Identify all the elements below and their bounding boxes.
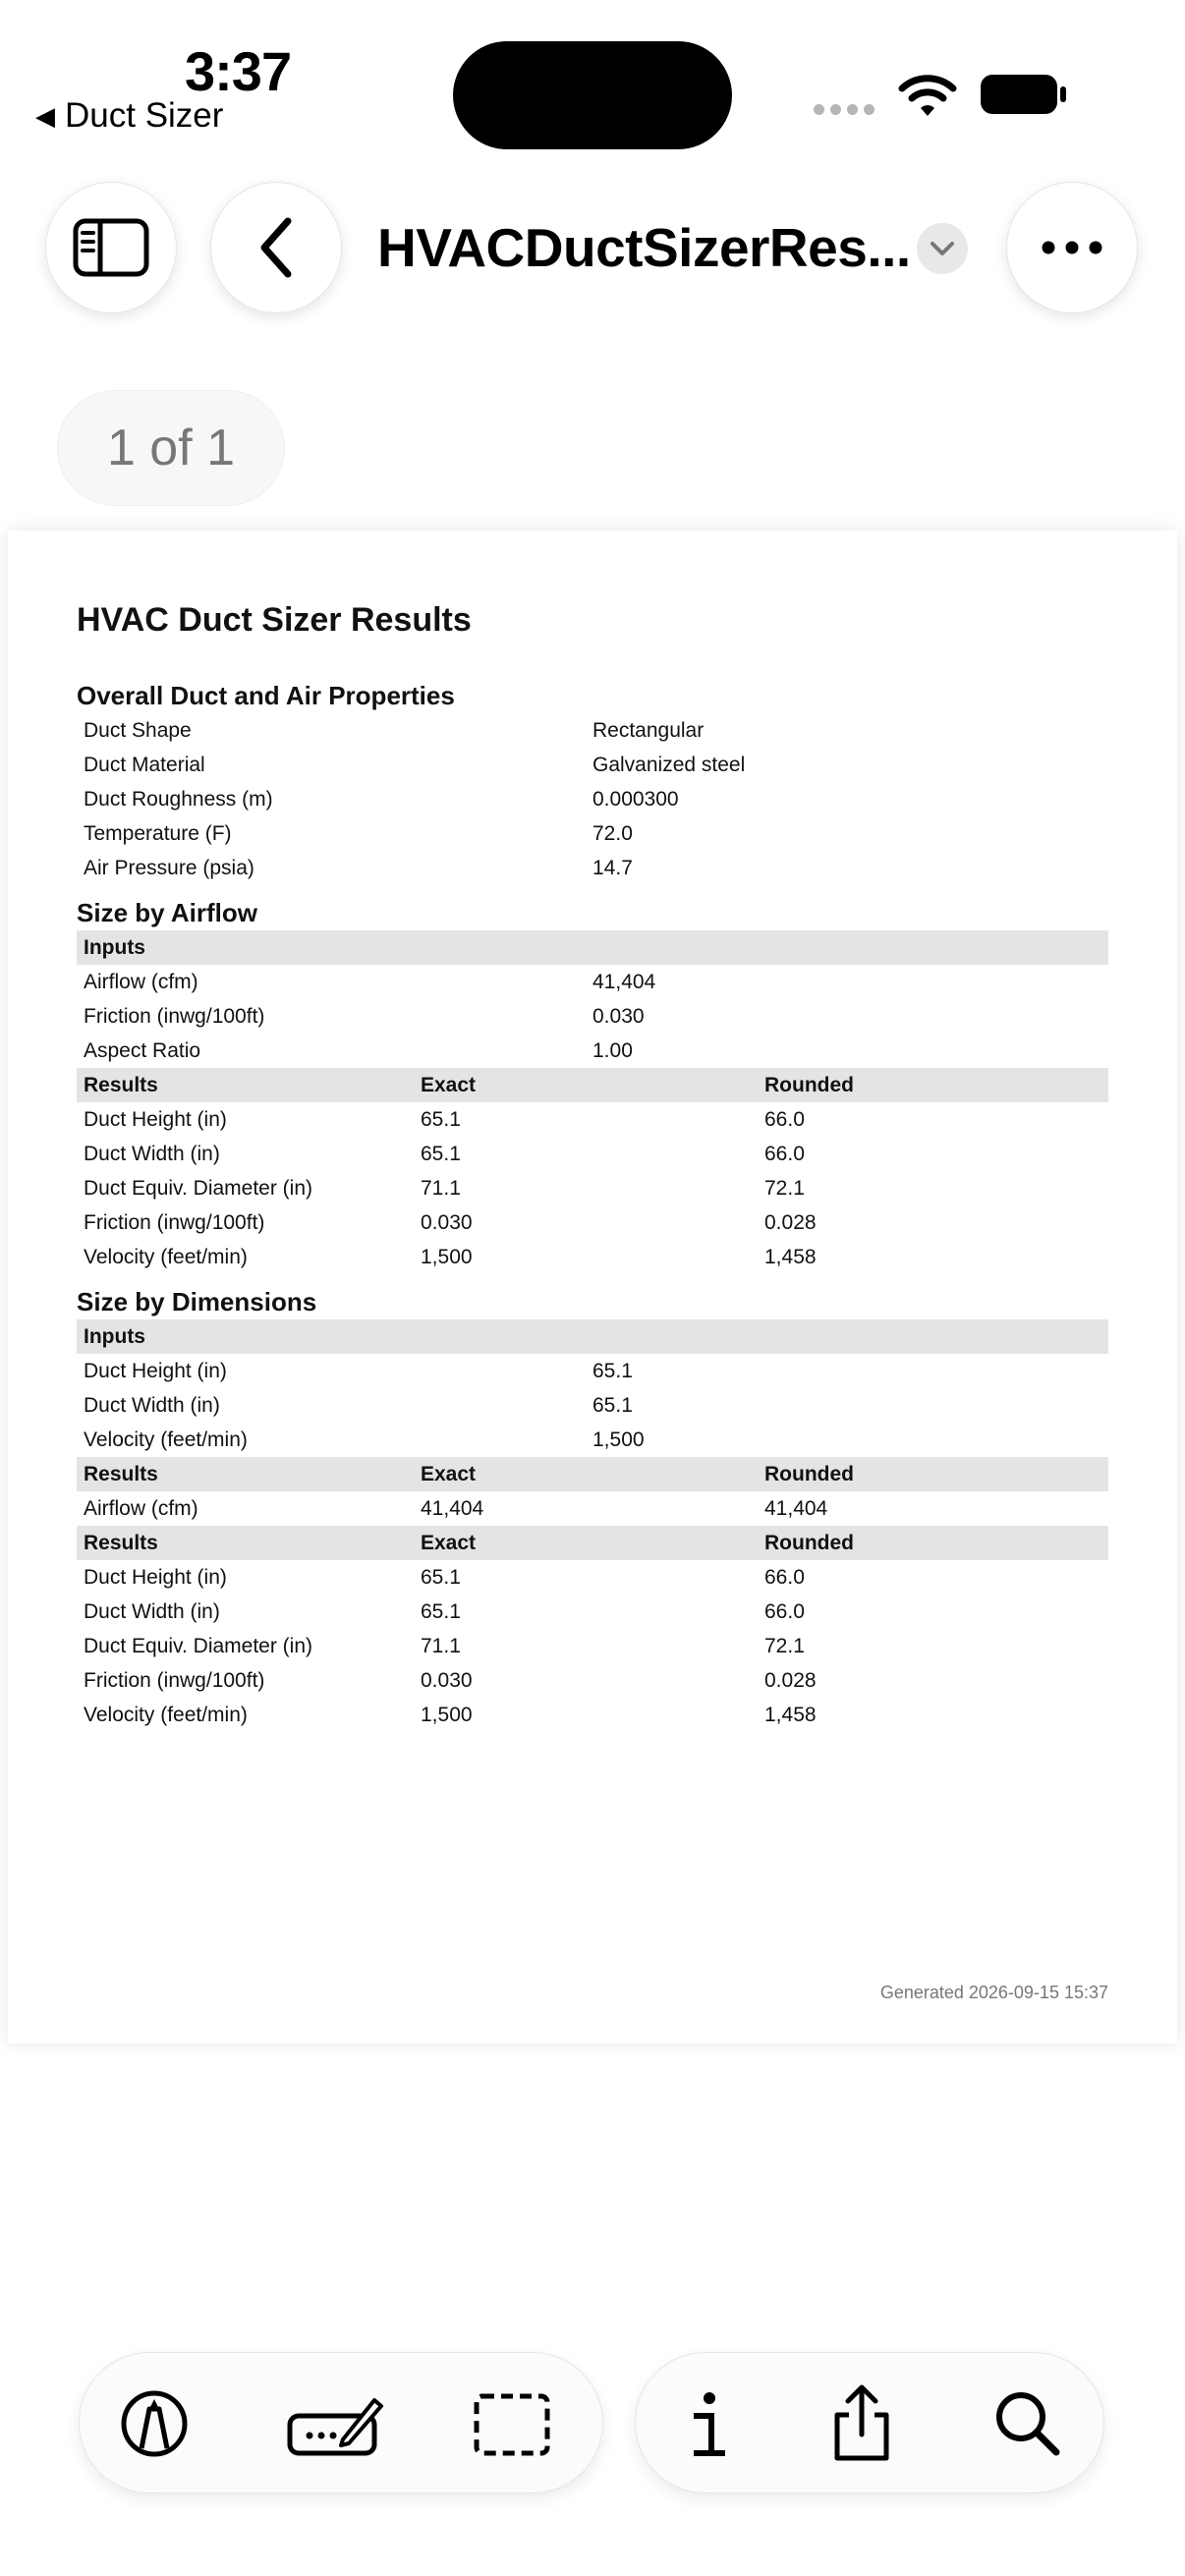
row-rounded: 1,458 (764, 1704, 817, 1726)
section-title: Size by Dimensions (77, 1287, 317, 1316)
table-header-row (77, 1526, 1108, 1560)
chevron-down-icon (930, 241, 955, 256)
row-value: 1,500 (592, 1428, 645, 1451)
row-label: Duct Height (in) (84, 1360, 227, 1382)
row-rounded: 66.0 (764, 1108, 805, 1131)
row-value: Galvanized steel (592, 754, 746, 776)
row-rounded: 41,404 (764, 1497, 828, 1520)
table-row (77, 782, 1108, 816)
table-row (77, 999, 1108, 1034)
row-rounded: 66.0 (764, 1143, 805, 1165)
row-value: 14.7 (592, 857, 633, 879)
table-row (77, 816, 1108, 851)
row-label: Friction (inwg/100ft) (84, 1211, 265, 1234)
header-col-rounded: Rounded (764, 1074, 854, 1096)
battery-icon (981, 73, 1067, 116)
row-rounded: 0.028 (764, 1669, 817, 1692)
header-col-rounded: Rounded (764, 1532, 854, 1554)
markup-toolbar (79, 2352, 603, 2493)
row-label: Duct Height (in) (84, 1108, 227, 1131)
row-label: Air Pressure (psia) (84, 857, 254, 879)
report-content (77, 678, 1108, 1732)
row-rounded: 66.0 (764, 1600, 805, 1623)
row-exact: 65.1 (421, 1600, 461, 1623)
header-label: Inputs (84, 936, 145, 959)
header-col-exact: Exact (421, 1074, 477, 1096)
header-col-results: Results (84, 1074, 158, 1096)
row-label: Temperature (F) (84, 822, 232, 845)
table-row (77, 1354, 1108, 1388)
row-exact: 65.1 (421, 1143, 461, 1165)
table-row (77, 1629, 1108, 1663)
row-exact: 65.1 (421, 1108, 461, 1131)
table-row (77, 748, 1108, 782)
row-label: Airflow (cfm) (84, 1497, 198, 1520)
table-header-row (77, 1457, 1108, 1491)
row-label: Aspect Ratio (84, 1039, 201, 1062)
table-header-row (77, 1319, 1108, 1354)
table-row (77, 1205, 1108, 1240)
table-row (77, 1595, 1108, 1629)
dynamic-island (453, 41, 732, 149)
row-value: 0.030 (592, 1005, 645, 1028)
back-triangle-icon: ◀ (35, 100, 55, 131)
row-exact: 71.1 (421, 1635, 461, 1657)
spacer (77, 885, 1108, 895)
row-rounded: 0.028 (764, 1211, 817, 1234)
row-exact: 1,500 (421, 1246, 473, 1268)
row-rounded: 66.0 (764, 1566, 805, 1589)
row-label: Duct Shape (84, 719, 192, 742)
table-row (77, 1137, 1108, 1171)
row-value: Rectangular (592, 719, 705, 742)
title-menu-button[interactable] (917, 223, 968, 274)
row-label: Duct Width (in) (84, 1600, 220, 1623)
row-value: 65.1 (592, 1360, 633, 1382)
row-rounded: 72.1 (764, 1177, 805, 1200)
header-col-exact: Exact (421, 1532, 477, 1554)
header-col-exact: Exact (421, 1463, 477, 1485)
table-row (77, 713, 1108, 748)
row-label: Duct Width (in) (84, 1394, 220, 1417)
table-row (77, 1560, 1108, 1595)
row-label: Airflow (cfm) (84, 971, 198, 993)
more-options-button[interactable] (1006, 182, 1138, 313)
row-label: Velocity (feet/min) (84, 1428, 248, 1451)
row-value: 0.000300 (592, 788, 679, 811)
generated-timestamp: Generated 2026-09-15 15:37 (879, 1983, 1108, 2002)
header-col-results: Results (84, 1532, 158, 1554)
report-title: HVAC Duct Sizer Results (77, 601, 472, 639)
row-rounded: 72.1 (764, 1635, 805, 1657)
sidebar-toggle-button[interactable] (45, 182, 177, 313)
table-row (77, 965, 1108, 999)
table-row (77, 1663, 1108, 1698)
table-row (77, 1102, 1108, 1137)
row-value: 72.0 (592, 822, 633, 845)
sidebar-icon (73, 218, 149, 277)
section-title: Size by Airflow (77, 898, 257, 927)
section-title: Overall Duct and Air Properties (77, 681, 455, 710)
table-row (77, 851, 1108, 885)
back-app-label: Duct Sizer (65, 96, 224, 135)
row-exact: 1,500 (421, 1704, 473, 1726)
row-label: Duct Height (in) (84, 1566, 227, 1589)
selection-icon[interactable] (473, 2392, 551, 2457)
row-label: Duct Equiv. Diameter (in) (84, 1177, 313, 1200)
document-title[interactable]: HVACDuctSizerRes... (377, 217, 911, 278)
row-label: Friction (inwg/100ft) (84, 1669, 265, 1692)
header-label: Inputs (84, 1325, 145, 1348)
row-label: Velocity (feet/min) (84, 1704, 248, 1726)
table-row (77, 1423, 1108, 1457)
wifi-icon (898, 71, 957, 120)
document-toolbar (635, 2352, 1104, 2493)
table-row (77, 1388, 1108, 1423)
share-icon[interactable] (828, 2382, 895, 2463)
row-label: Friction (inwg/100ft) (84, 1005, 265, 1028)
back-button[interactable] (210, 182, 342, 313)
row-value: 65.1 (592, 1394, 633, 1417)
table-row (77, 1491, 1108, 1526)
row-exact: 0.030 (421, 1211, 473, 1234)
spacer (77, 1274, 1108, 1284)
row-value: 41,404 (592, 971, 656, 993)
signature-icon[interactable] (286, 2394, 384, 2457)
status-time: 3:37 (185, 40, 292, 102)
document-page (8, 531, 1177, 2044)
table-row (77, 1034, 1108, 1068)
row-label: Duct Roughness (m) (84, 788, 273, 811)
header-col-results: Results (84, 1463, 158, 1485)
row-exact: 0.030 (421, 1669, 473, 1692)
table-row (77, 1240, 1108, 1274)
cellular-signal-icon (814, 104, 875, 115)
row-exact: 65.1 (421, 1566, 461, 1589)
info-icon[interactable] (683, 2388, 732, 2461)
table-header-row (77, 930, 1108, 965)
ellipsis-icon (1042, 241, 1102, 254)
row-label: Velocity (feet/min) (84, 1246, 248, 1268)
search-icon[interactable] (993, 2388, 1062, 2459)
header-col-rounded: Rounded (764, 1463, 854, 1485)
row-value: 1.00 (592, 1039, 633, 1062)
chevron-left-icon (256, 217, 296, 278)
page-indicator: 1 of 1 (57, 390, 285, 506)
back-to-app-link[interactable] (35, 96, 223, 136)
row-exact: 71.1 (421, 1177, 461, 1200)
row-exact: 41,404 (421, 1497, 484, 1520)
row-label: Duct Material (84, 754, 205, 776)
table-row (77, 1698, 1108, 1732)
table-header-row (77, 1068, 1108, 1102)
table-row (77, 1171, 1108, 1205)
markup-icon[interactable] (119, 2388, 190, 2459)
row-rounded: 1,458 (764, 1246, 817, 1268)
row-label: Duct Equiv. Diameter (in) (84, 1635, 313, 1657)
row-label: Duct Width (in) (84, 1143, 220, 1165)
